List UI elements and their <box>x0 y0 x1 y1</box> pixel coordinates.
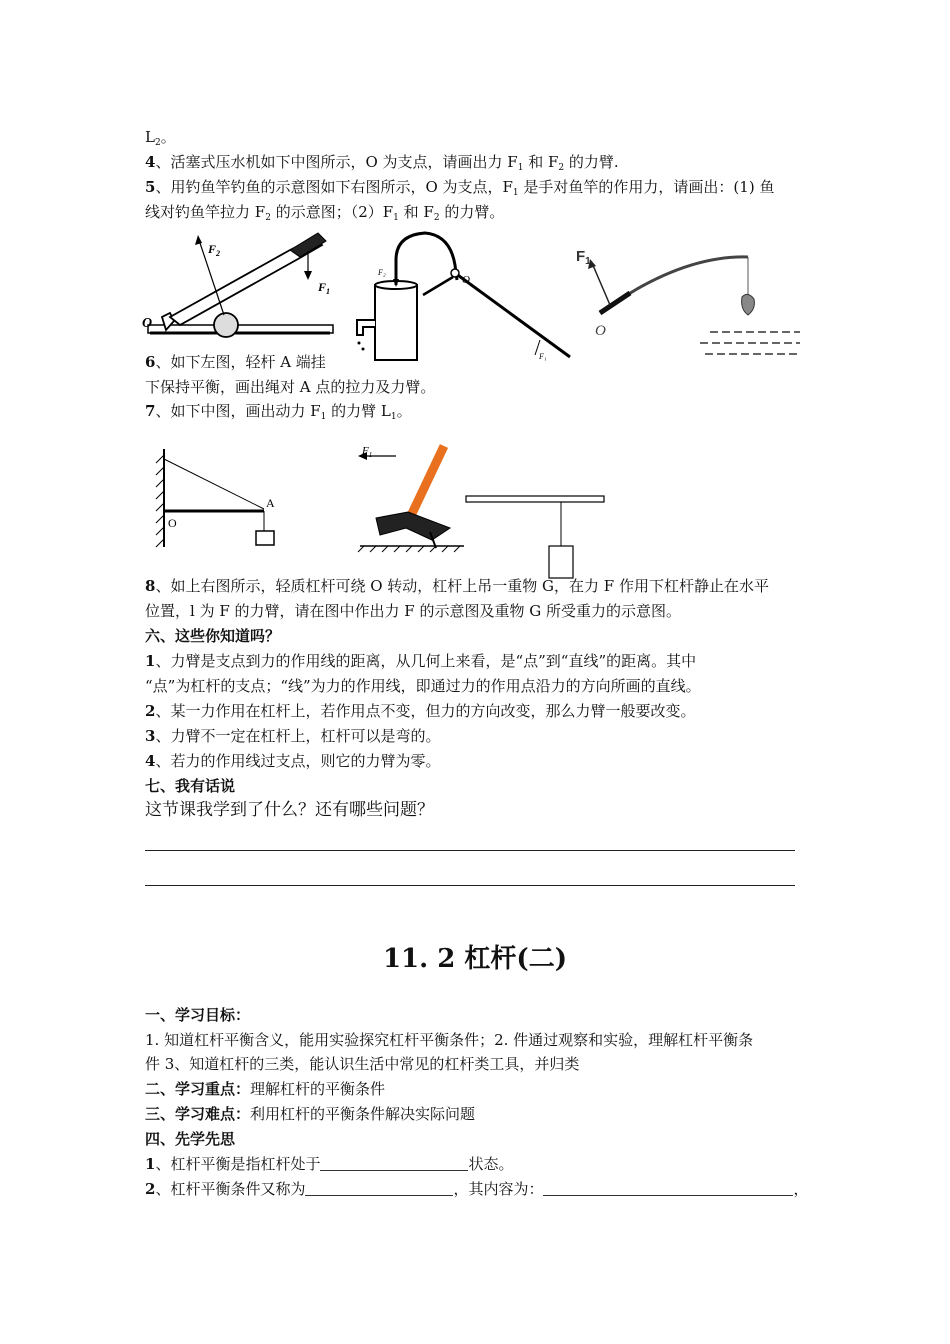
section-7-heading: 七、我有话说 <box>145 777 236 795</box>
question-7 <box>145 401 412 427</box>
part-2-heading: 二、学习重点： <box>145 1080 251 1098</box>
part-3-heading: 三、学习难点： <box>145 1105 251 1123</box>
hammer-head <box>376 512 450 540</box>
hammer-handle <box>408 446 444 522</box>
water-drop <box>362 348 365 351</box>
force-f1-line <box>592 263 610 305</box>
q5-number: 5 <box>145 178 156 196</box>
weight-g <box>549 546 573 578</box>
part-3-text: 利用杠杆的平衡条件解决实际问题 <box>250 1105 476 1123</box>
q5-text-3: 线对钓鱼竿拉力 F <box>145 203 266 221</box>
figure-horizontal-lever <box>462 488 610 580</box>
sec6-item-1-text: 、力臂是支点到力的作用线的距离，从几何上来看，是“点”到“直线”的距离。其中 <box>155 652 697 670</box>
q6-number: 6 <box>145 353 156 371</box>
object-being-cut <box>214 313 238 337</box>
question-8-line-2 <box>145 601 681 621</box>
part-4-heading: 四、先学先思 <box>145 1130 236 1148</box>
fragment-tail: 。 <box>160 128 176 146</box>
p4-q2-text-1: 、杠杆平衡条件又称为 <box>155 1180 306 1198</box>
question-8-line-1 <box>145 576 769 596</box>
answer-line-1[interactable] <box>145 850 795 851</box>
p4-q2-text-3: ， <box>793 1180 809 1198</box>
sec6-item-2-number: 2 <box>145 702 156 720</box>
q8-text-2: 位置，l 为 F 的力臂，请在图中作出力 F 的示意图及重物 G 所受重力的示意图。 <box>145 602 681 620</box>
pump-rod <box>423 277 453 295</box>
pivot-o <box>451 269 459 277</box>
fragment-text: L <box>145 128 155 146</box>
sec6-item-1-line-2: “点”为杠杆的支点；“线”为力的作用线，即通过力的作用点沿力的方向所画的直线。 <box>145 677 701 695</box>
q4-text-1: 、活塞式压水机如下中图所示，O 为支点，请画出力 F <box>155 153 518 171</box>
figure-hammer <box>350 440 470 555</box>
question-5-line-1 <box>145 177 774 203</box>
ground-hatching <box>358 546 460 552</box>
sec6-item-2 <box>145 701 695 721</box>
q5-text-5: 和 F <box>398 203 434 221</box>
q5-text-6: 的力臂。 <box>439 203 505 221</box>
q5-text-2: 是手对鱼竿的作用力，请画出：(1) 鱼 <box>518 178 775 196</box>
sec6-item-3-number: 3 <box>145 727 156 745</box>
o-label: O <box>168 516 177 530</box>
o-label: O <box>595 323 606 339</box>
p4-q2-text-2: ，其内容为： <box>453 1180 544 1198</box>
p4-q2-number: 2 <box>145 1180 156 1198</box>
q4-text-3: 的力臂. <box>564 153 619 171</box>
question-6-line-2 <box>145 377 435 397</box>
sec6-item-1-line-1 <box>145 651 696 671</box>
f2-label: F₂ <box>378 268 386 277</box>
q7-sub-2: 1 <box>390 412 397 422</box>
question-6-line-1 <box>145 352 326 372</box>
sec6-item-2-text: 、某一力作用在杠杆上，若作用点不变，但力的方向改变，那么力臂一般要改变。 <box>155 702 696 720</box>
q6-text-2: 下保持平衡，画出绳对 A 点的拉力及力臂。 <box>145 378 436 396</box>
fishing-rod <box>600 257 748 313</box>
p4-q1-number: 1 <box>145 1155 156 1173</box>
question-4 <box>145 152 619 178</box>
figure-lever-cutter <box>140 225 340 360</box>
figure-wall-lever <box>150 445 285 555</box>
f1-label: F₁ <box>539 352 547 361</box>
part-2 <box>145 1079 385 1099</box>
q7-text-2: 的力臂 L <box>326 402 391 420</box>
f1-label: $F_1$ <box>318 280 331 296</box>
p4-q1-blank[interactable] <box>320 1156 468 1171</box>
pump-cylinder <box>375 285 417 360</box>
f1-label: $F_1$ <box>576 248 591 267</box>
q7-sub-1: 1 <box>320 412 327 422</box>
q5-text-4: 的示意图；（2）F <box>270 203 394 221</box>
q5-text-1: 、用钓鱼竿钓鱼的示意图如下右图所示，O 为支点，F <box>155 178 513 196</box>
fragment-line <box>145 127 176 153</box>
sec6-item-4-text: 、若力的作用线过支点，则它的力臂为零。 <box>155 752 441 770</box>
q7-number: 7 <box>145 402 156 420</box>
p4-q2-blank-1[interactable] <box>305 1181 453 1196</box>
q5-sub-2: 2 <box>265 213 271 223</box>
p4-q1-text-1: 、杠杆平衡是指杠杆处于 <box>155 1155 321 1173</box>
lesson-title: 11. 2 杠杆(二) <box>382 944 568 974</box>
sec6-item-4-number: 4 <box>145 752 156 770</box>
fragment-sub: 2 <box>154 138 161 148</box>
q7-text-3: 。 <box>396 402 412 420</box>
q7-text-1: 、如下中图，画出动力 F <box>155 402 321 420</box>
part-1-heading: 一、学习目标： <box>145 1006 251 1024</box>
pump-spout <box>357 320 375 335</box>
q4-number: 4 <box>145 153 156 171</box>
wall-hatching <box>156 455 164 547</box>
o-label: O <box>142 316 153 331</box>
sec6-item-3-text: 、力臂不一定在杠杆上，杠杆可以是弯的。 <box>155 727 441 745</box>
force-f1-arrowhead <box>304 271 312 280</box>
q4-sub-2: 2 <box>558 163 565 173</box>
q4-text-2: 和 F <box>523 153 559 171</box>
part-4-question-1 <box>145 1154 513 1174</box>
sec6-item-3 <box>145 726 440 746</box>
p4-q1-text-2: 状态。 <box>468 1155 514 1173</box>
part-2-text: 理解杠杆的平衡条件 <box>250 1080 386 1098</box>
q5-sub-1: 1 <box>512 188 519 198</box>
sec6-item-4 <box>145 751 440 771</box>
water-drop <box>358 342 361 345</box>
a-label: A <box>266 496 275 510</box>
hanging-weight <box>256 531 274 545</box>
q5-sub-4: 2 <box>433 213 440 223</box>
q4-sub-1: 1 <box>517 163 524 173</box>
part-1-line-2: 件 3、知道杠杆的三类，能认识生活中常见的杠杆类工具，并归类 <box>145 1055 580 1073</box>
part-3 <box>145 1104 475 1124</box>
o-label: O <box>462 274 470 286</box>
f1-label: $F_1$ <box>362 445 373 459</box>
answer-line-2[interactable] <box>145 885 795 886</box>
section-6-heading: 六、这些你知道吗？ <box>145 627 281 645</box>
pump-handle-frame <box>396 233 457 285</box>
figure-fishing-rod <box>570 235 810 365</box>
sec6-item-1-number: 1 <box>145 652 156 670</box>
figure-water-pump <box>345 225 575 365</box>
part-4-question-2 <box>145 1179 808 1199</box>
rope <box>164 459 264 509</box>
q6-text-1: 、如下左图，轻杆 A 端挂 <box>155 353 326 371</box>
fish <box>742 294 755 315</box>
q5-sub-3: 1 <box>393 213 399 223</box>
lever-bar <box>466 496 604 502</box>
q8-number: 8 <box>145 577 156 595</box>
rod-grip <box>600 293 630 313</box>
force-f2-arrowhead <box>195 235 202 245</box>
f2-label: $F_2$ <box>208 242 221 258</box>
part-1-line-1: 1. 知道杠杆平衡含义，能用实验探究杠杆平衡条件；2. 件通过观察和实验，理解杠杆平衡条 <box>145 1031 754 1049</box>
reflection-prompt: 这节课我学到了什么？还有哪些问题？ <box>145 800 434 820</box>
p4-q2-blank-2[interactable] <box>543 1181 793 1196</box>
q8-text-1: 、如上右图所示，轻质杠杆可绕 O 转动，杠杆上吊一重物 G，在力 F 作用下杠杆静止在水平 <box>155 577 769 595</box>
pump-lever <box>455 273 570 357</box>
